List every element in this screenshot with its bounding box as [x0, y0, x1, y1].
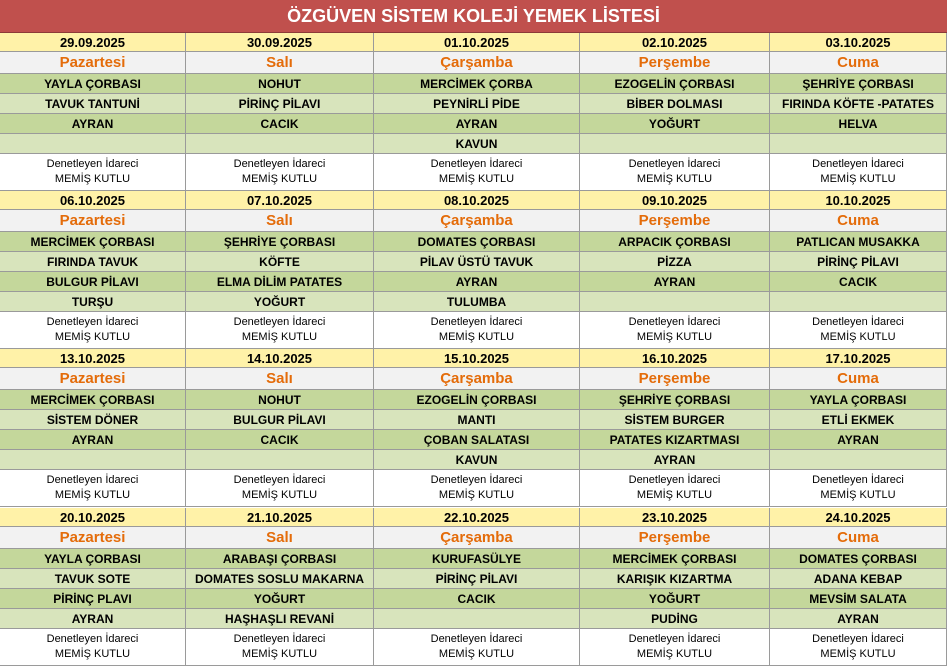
- menu-item-soup: YAYLA ÇORBASI: [0, 549, 186, 569]
- menu-item-extra: PUDİNG: [580, 609, 770, 629]
- menu-item-soup: DOMATES ÇORBASI: [374, 232, 580, 252]
- menu-item-main: BİBER DOLMASI: [580, 94, 770, 114]
- menu-item-main: BULGUR PİLAVI: [186, 410, 374, 430]
- signature-name: MEMİŞ KUTLU: [241, 489, 318, 501]
- signature-name: MEMİŞ KUTLU: [54, 489, 131, 501]
- signature-name: MEMİŞ KUTLU: [54, 648, 131, 660]
- signature-cell: [0, 312, 186, 349]
- day-name: Pazartesi: [0, 210, 186, 232]
- menu-item-soup: DOMATES ÇORBASI: [770, 549, 947, 569]
- signature-name: MEMİŞ KUTLU: [54, 331, 131, 343]
- signature-title: Denetleyen İdareci: [430, 158, 523, 170]
- menu-item-soup: MERCİMEK ÇORBASI: [0, 232, 186, 252]
- date-cell: 14.10.2025: [186, 349, 374, 368]
- signature-name: MEMİŞ KUTLU: [820, 648, 896, 660]
- day-name: Salı: [186, 527, 374, 549]
- menu-item-side: AYRAN: [374, 114, 580, 134]
- menu-item-soup: KURUFASÜLYE: [374, 549, 580, 569]
- menu-item-main: TAVUK SOTE: [0, 569, 186, 589]
- day-name: Çarşamba: [374, 368, 580, 390]
- signature-name: MEMİŞ KUTLU: [820, 489, 896, 501]
- date-cell: 17.10.2025: [770, 349, 947, 368]
- signature-title: Denetleyen İdareci: [430, 316, 523, 328]
- signature-name: MEMİŞ KUTLU: [241, 173, 318, 185]
- signature-cell: [770, 470, 947, 507]
- signature-cell: [0, 629, 186, 666]
- day-name: Cuma: [770, 368, 947, 390]
- signature-title: Denetleyen İdareci: [46, 316, 139, 328]
- signature-title: Denetleyen İdareci: [233, 633, 326, 645]
- date-cell: 23.10.2025: [580, 508, 770, 527]
- menu-item-extra: [770, 134, 947, 154]
- signature-cell: [374, 470, 580, 507]
- date-cell: 30.09.2025: [186, 33, 374, 52]
- date-cell: 02.10.2025: [580, 33, 770, 52]
- signature-cell: [0, 470, 186, 507]
- signature-name: MEMİŞ KUTLU: [636, 648, 713, 660]
- menu-item-main: PİLAV ÜSTÜ TAVUK: [374, 252, 580, 272]
- menu-item-main: TAVUK TANTUNİ: [0, 94, 186, 114]
- signature-cell: [580, 312, 770, 349]
- day-name: Cuma: [770, 52, 947, 74]
- date-cell: 03.10.2025: [770, 33, 947, 52]
- menu-item-main: PİRİNÇ PİLAVI: [186, 94, 374, 114]
- signature-cell: [186, 470, 374, 507]
- date-cell: 06.10.2025: [0, 191, 186, 210]
- signature-name: MEMİŞ KUTLU: [241, 331, 318, 343]
- menu-item-soup: PATLICAN MUSAKKA: [770, 232, 947, 252]
- menu-item-extra: AYRAN: [0, 609, 186, 629]
- menu-item-extra: [0, 134, 186, 154]
- day-name: Perşembe: [580, 52, 770, 74]
- menu-item-main: FIRINDA TAVUK: [0, 252, 186, 272]
- menu-item-extra: [580, 292, 770, 312]
- signature-title: Denetleyen İdareci: [430, 633, 523, 645]
- signature-cell: [770, 154, 947, 191]
- menu-item-side: YOĞURT: [580, 589, 770, 609]
- day-name: Perşembe: [580, 368, 770, 390]
- day-name: Cuma: [770, 210, 947, 232]
- menu-item-side: ELMA DİLİM PATATES: [186, 272, 374, 292]
- signature-cell: [186, 154, 374, 191]
- menu-item-side: AYRAN: [580, 272, 770, 292]
- signature-name: MEMİŞ KUTLU: [54, 173, 131, 185]
- menu-item-side: CACIK: [186, 114, 374, 134]
- menu-item-extra: TULUMBA: [374, 292, 580, 312]
- signature-title: Denetleyen İdareci: [812, 474, 904, 486]
- menu-item-extra: KAVUN: [374, 134, 580, 154]
- signature-title: Denetleyen İdareci: [46, 633, 139, 645]
- date-cell: 01.10.2025: [374, 33, 580, 52]
- date-cell: 08.10.2025: [374, 191, 580, 210]
- menu-item-extra: HAŞHAŞLI REVANİ: [186, 609, 374, 629]
- day-name: Pazartesi: [0, 527, 186, 549]
- signature-title: Denetleyen İdareci: [812, 158, 904, 170]
- menu-item-soup: ŞEHRİYE ÇORBASI: [186, 232, 374, 252]
- menu-item-extra: YOĞURT: [186, 292, 374, 312]
- menu-item-main: KARIŞIK KIZARTMA: [580, 569, 770, 589]
- menu-item-main: PİRİNÇ PİLAVI: [770, 252, 947, 272]
- menu-item-side: CACIK: [770, 272, 947, 292]
- menu-item-main: PEYNİRLİ PİDE: [374, 94, 580, 114]
- signature-cell: [580, 154, 770, 191]
- date-cell: 22.10.2025: [374, 508, 580, 527]
- menu-item-side: CACIK: [186, 430, 374, 450]
- signature-title: Denetleyen İdareci: [628, 474, 721, 486]
- signature-title: Denetleyen İdareci: [812, 316, 904, 328]
- menu-item-main: FIRINDA KÖFTE -PATATES: [770, 94, 947, 114]
- menu-item-side: PATATES KIZARTMASI: [580, 430, 770, 450]
- date-cell: 29.09.2025: [0, 33, 186, 52]
- day-name: Salı: [186, 52, 374, 74]
- menu-item-soup: ŞEHRİYE ÇORBASI: [770, 74, 947, 94]
- menu-item-extra: [770, 450, 947, 470]
- date-cell: 10.10.2025: [770, 191, 947, 210]
- signature-title: Denetleyen İdareci: [812, 633, 904, 645]
- day-name: Çarşamba: [374, 527, 580, 549]
- menu-item-main: SİSTEM BURGER: [580, 410, 770, 430]
- menu-item-side: YOĞURT: [186, 589, 374, 609]
- menu-item-soup: MERCİMEK ÇORBASI: [580, 549, 770, 569]
- date-cell: 09.10.2025: [580, 191, 770, 210]
- menu-item-main: KÖFTE: [186, 252, 374, 272]
- day-name: Salı: [186, 368, 374, 390]
- signature-title: Denetleyen İdareci: [628, 158, 721, 170]
- signature-title: Denetleyen İdareci: [46, 474, 139, 486]
- menu-item-extra: AYRAN: [770, 609, 947, 629]
- day-name: Cuma: [770, 527, 947, 549]
- menu-item-extra: [0, 450, 186, 470]
- signature-title: Denetleyen İdareci: [628, 316, 721, 328]
- signature-name: MEMİŞ KUTLU: [438, 331, 515, 343]
- menu-item-side: PİRİNÇ PLAVI: [0, 589, 186, 609]
- signature-cell: [186, 312, 374, 349]
- menu-item-soup: EZOGELİN ÇORBASI: [374, 390, 580, 410]
- menu-item-side: CACIK: [374, 589, 580, 609]
- signature-title: Denetleyen İdareci: [233, 158, 326, 170]
- menu-item-main: MANTI: [374, 410, 580, 430]
- menu-item-extra: KAVUN: [374, 450, 580, 470]
- menu-item-main: DOMATES SOSLU MAKARNA: [186, 569, 374, 589]
- menu-item-soup: ARPACIK ÇORBASI: [580, 232, 770, 252]
- signature-name: MEMİŞ KUTLU: [636, 331, 713, 343]
- signature-name: MEMİŞ KUTLU: [636, 489, 713, 501]
- signature-cell: [374, 312, 580, 349]
- menu-item-side: AYRAN: [374, 272, 580, 292]
- signature-cell: [770, 629, 947, 666]
- day-name: Salı: [186, 210, 374, 232]
- menu-item-soup: YAYLA ÇORBASI: [770, 390, 947, 410]
- signature-name: MEMİŞ KUTLU: [438, 489, 515, 501]
- menu-item-main: PİZZA: [580, 252, 770, 272]
- date-cell: 07.10.2025: [186, 191, 374, 210]
- signature-title: Denetleyen İdareci: [46, 158, 139, 170]
- menu-item-soup: MERCİMEK ÇORBASI: [0, 390, 186, 410]
- signature-name: MEMİŞ KUTLU: [241, 648, 318, 660]
- menu-item-extra: [580, 134, 770, 154]
- date-cell: 20.10.2025: [0, 508, 186, 527]
- menu-item-soup: NOHUT: [186, 390, 374, 410]
- signature-cell: [374, 629, 580, 666]
- day-name: Çarşamba: [374, 52, 580, 74]
- menu-item-side: AYRAN: [0, 114, 186, 134]
- menu-item-main: PİRİNÇ PİLAVI: [374, 569, 580, 589]
- signature-name: MEMİŞ KUTLU: [438, 648, 515, 660]
- menu-item-main: ADANA KEBAP: [770, 569, 947, 589]
- menu-item-side: MEVSİM SALATA: [770, 589, 947, 609]
- menu-item-side: BULGUR PİLAVI: [0, 272, 186, 292]
- menu-item-soup: ŞEHRİYE ÇORBASI: [580, 390, 770, 410]
- date-cell: 15.10.2025: [374, 349, 580, 368]
- signature-cell: [770, 312, 947, 349]
- signature-cell: [580, 470, 770, 507]
- menu-item-extra: TURŞU: [0, 292, 186, 312]
- day-name: Çarşamba: [374, 210, 580, 232]
- menu-item-side: ÇOBAN SALATASI: [374, 430, 580, 450]
- menu-item-soup: ARABAŞI ÇORBASI: [186, 549, 374, 569]
- signature-title: Denetleyen İdareci: [233, 316, 326, 328]
- menu-item-main: ETLİ EKMEK: [770, 410, 947, 430]
- date-cell: 21.10.2025: [186, 508, 374, 527]
- signature-title: Denetleyen İdareci: [628, 633, 721, 645]
- day-name: Pazartesi: [0, 368, 186, 390]
- signature-cell: [580, 629, 770, 666]
- menu-item-main: SİSTEM DÖNER: [0, 410, 186, 430]
- date-cell: 24.10.2025: [770, 508, 947, 527]
- menu-item-soup: NOHUT: [186, 74, 374, 94]
- menu-item-side: AYRAN: [770, 430, 947, 450]
- menu-item-side: AYRAN: [0, 430, 186, 450]
- menu-item-side: YOĞURT: [580, 114, 770, 134]
- signature-name: MEMİŞ KUTLU: [820, 173, 896, 185]
- signature-name: MEMİŞ KUTLU: [820, 331, 896, 343]
- signature-cell: [374, 154, 580, 191]
- day-name: Perşembe: [580, 527, 770, 549]
- signature-title: Denetleyen İdareci: [430, 474, 523, 486]
- menu-item-extra: [770, 292, 947, 312]
- menu-item-extra: [186, 450, 374, 470]
- date-cell: 13.10.2025: [0, 349, 186, 368]
- menu-item-soup: YAYLA ÇORBASI: [0, 74, 186, 94]
- signature-cell: [186, 629, 374, 666]
- day-name: Perşembe: [580, 210, 770, 232]
- signature-name: MEMİŞ KUTLU: [636, 173, 713, 185]
- menu-item-extra: AYRAN: [580, 450, 770, 470]
- menu-item-soup: EZOGELİN ÇORBASI: [580, 74, 770, 94]
- menu-item-soup: MERCİMEK ÇORBA: [374, 74, 580, 94]
- menu-item-side: HELVA: [770, 114, 947, 134]
- menu-item-extra: [374, 609, 580, 629]
- signature-cell: [0, 154, 186, 191]
- signature-name: MEMİŞ KUTLU: [438, 173, 515, 185]
- page-title: ÖZGÜVEN SİSTEM KOLEJİ YEMEK LİSTESİ: [0, 0, 947, 33]
- signature-title: Denetleyen İdareci: [233, 474, 326, 486]
- day-name: Pazartesi: [0, 52, 186, 74]
- menu-item-extra: [186, 134, 374, 154]
- date-cell: 16.10.2025: [580, 349, 770, 368]
